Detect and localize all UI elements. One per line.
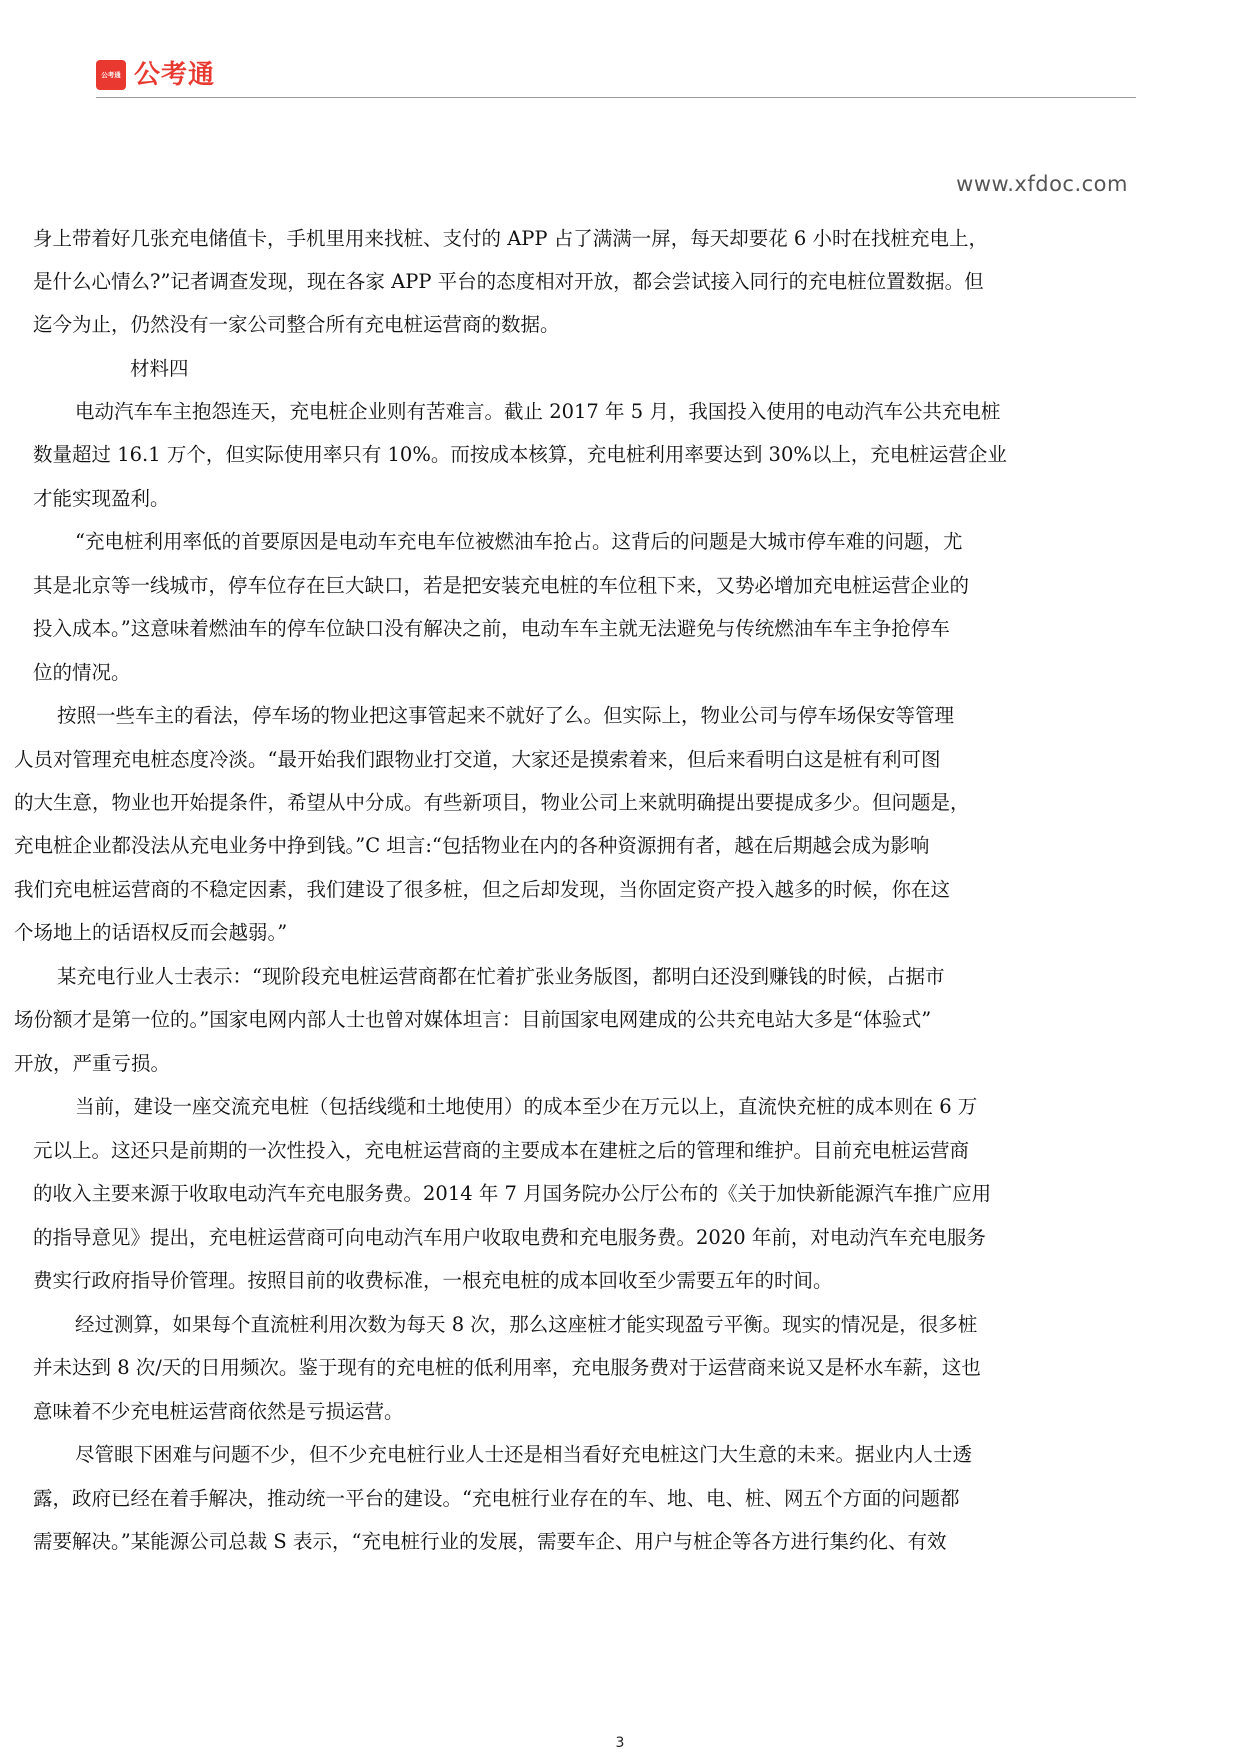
text-line: 经过测算，如果每个直流桩利用次数为每天 8 次，那么这座桩才能实现盈亏平衡。现实的情况是，很多桩 <box>75 1313 978 1336</box>
text-line: “充电桩利用率低的首要原因是电动车充电车位被燃油车抢占。这背后的问题是大城市停车难的问题，尤 <box>75 530 963 553</box>
text-line: 费实行政府指导价管理。按照目前的收费标准，一根充电桩的成本回收至少需要五年的时间。 <box>33 1269 833 1292</box>
text-line: 露，政府已经在着手解决，推动统一平台的建设。“充电桩行业存在的车、地、电、桩、网五个方面的问题都 <box>33 1487 960 1510</box>
page-number: 3 <box>615 1735 625 1751</box>
text-line: 充电桩企业都没法从充电业务中挣到钱。”C 坦言:“包括物业在内的各种资源拥有者，越在后期越会成为影响 <box>14 834 930 857</box>
text-line: 身上带着好几张充电储值卡，手机里用来找桩、支付的 APP 占了满满一屏，每天却要花 6 小时在找桩充电上， <box>33 227 989 250</box>
text-line: 才能实现盈利。 <box>33 487 170 510</box>
text-line: 尽管眼下困难与问题不少，但不少充电桩行业人士还是相当看好充电桩这门大生意的未来。据业内人士透 <box>75 1443 973 1466</box>
logo-text: 公考通 <box>134 60 216 90</box>
text-line: 并未达到 8 次/天的日用频次。鉴于现有的充电桩的低利用率，充电服务费对于运营商来说又是杯水车薪，这也 <box>33 1356 981 1379</box>
text-line: 的指导意见》提出，充电桩运营商可向电动汽车用户收取电费和充电服务费。2020 年前，对电动汽车充电服务 <box>33 1226 986 1249</box>
logo-icon: 公考通 <box>96 60 126 90</box>
text-line: 人员对管理充电桩态度冷淡。“最开始我们跟物业打交道，大家还是摸索着来，但后来看明白这是桩有利可图 <box>14 748 941 771</box>
text-line: 投入成本。”这意味着燃油车的停车位缺口没有解决之前，电动车车主就无法避免与传统燃油车车主争抢停车 <box>33 617 950 640</box>
text-line: 个场地上的话语权反而会越弱。” <box>14 921 288 944</box>
text-line: 意味着不少充电桩运营商依然是亏损运营。 <box>33 1400 404 1423</box>
text-line: 其是北京等一线城市，停车位存在巨大缺口，若是把安装充电桩的车位租下来，又势必增加充电桩运营企业的 <box>33 574 970 597</box>
text-line: 开放，严重亏损。 <box>14 1052 171 1075</box>
text-line: 的大生意，物业也开始提条件，希望从中分成。有些新项目，物业公司上来就明确提出要提成多少。但问题是， <box>14 791 970 814</box>
site-url: www.xfdoc.com <box>956 172 1128 196</box>
text-line: 当前，建设一座交流充电桩（包括线缆和土地使用）的成本至少在万元以上，直流快充桩的成本则在 6 万 <box>75 1095 978 1118</box>
text-line: 需要解决。”某能源公司总裁 S 表示，“充电桩行业的发展，需要车企、用户与桩企等各方进行集约化、有效 <box>33 1530 947 1553</box>
text-line: 元以上。这还只是前期的一次性投入，充电桩运营商的主要成本在建桩之后的管理和维护。目前充电桩运营商 <box>33 1139 970 1162</box>
text-line: 的收入主要来源于收取电动汽车充电服务费。2014 年 7 月国务院办公厅公布的《关于加快新能源汽车推广应用 <box>33 1182 992 1205</box>
text-line: 电动汽车车主抱怨连天，充电桩企业则有苦难言。截止 2017 年 5 月，我国投入使用的电动汽车公共充电桩 <box>75 400 1001 423</box>
page-header <box>96 58 1136 100</box>
text-line: 场份额才是第一位的。”国家电网内部人士也曾对媒体坦言：目前国家电网建成的公共充电站大多是“体验式” <box>14 1008 932 1031</box>
text-line: 数量超过 16.1 万个，但实际使用率只有 10%。而按成本核算，充电桩利用率要达到 30%以上，充电桩运营企业 <box>33 443 1007 466</box>
text-line: 是什么心情么?”记者调查发现，现在各家 APP 平台的态度相对开放，都会尝试接入同行的充电桩位置数据。但 <box>33 270 984 293</box>
text-line: 某充电行业人士表示：“现阶段充电桩运营商都在忙着扩张业务版图，都明白还没到赚钱的时候，占据市 <box>57 965 945 988</box>
header-divider <box>96 97 1136 98</box>
text-line: 迄今为止，仍然没有一家公司整合所有充电桩运营商的数据。 <box>33 313 560 336</box>
text-line: 按照一些车主的看法，停车场的物业把这事管起来不就好了么。但实际上，物业公司与停车场保安等管理 <box>57 704 955 727</box>
text-line: 我们充电桩运营商的不稳定因素，我们建设了很多桩，但之后却发现，当你固定资产投入越多的时候，你在这 <box>14 878 951 901</box>
section-heading: 材料四 <box>130 357 189 380</box>
text-line: 位的情况。 <box>33 661 131 684</box>
